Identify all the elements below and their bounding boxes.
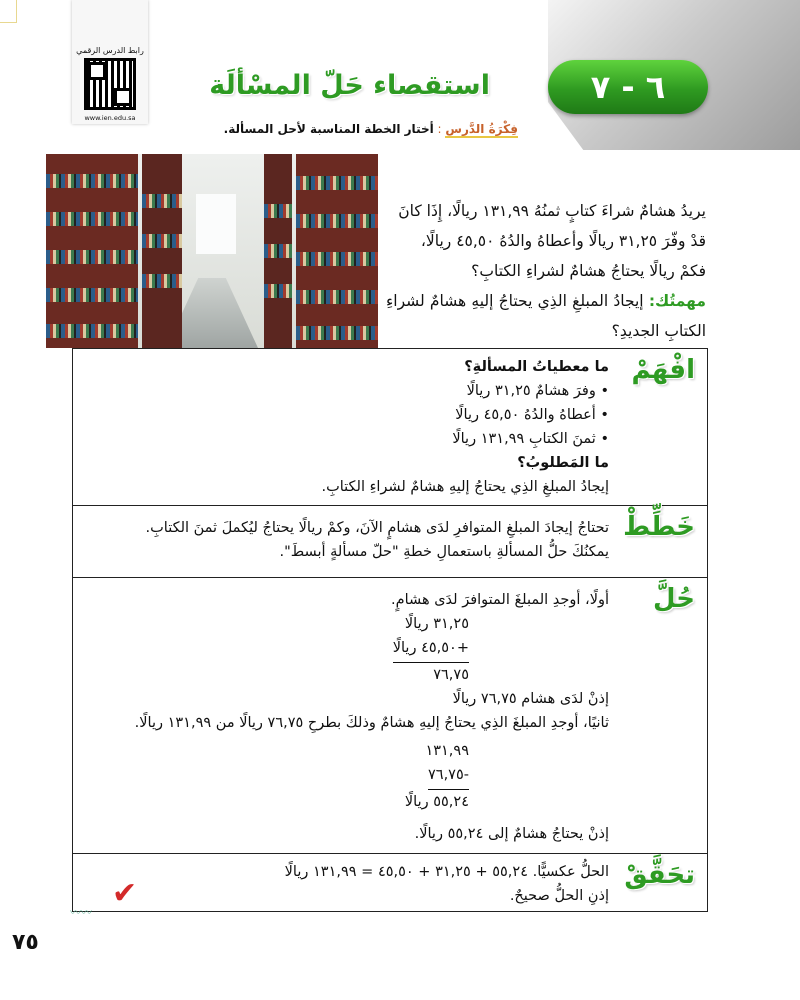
step-understand <box>73 349 707 506</box>
photo-window <box>196 194 236 254</box>
solve-content <box>85 588 609 846</box>
plan-content <box>85 516 609 564</box>
photo-left-shelf <box>46 154 138 348</box>
solve-conclusion: إذنْ يحتاجُ هشامٌ إلى ٥٥,٢٤ ريالًا. <box>414 826 609 842</box>
calc-operand: ٣١,٢٥ ريالًا <box>404 616 469 632</box>
lesson-idea-text: أختار الخطة المناسبة لأحل المسألة. <box>223 122 434 136</box>
lesson-number: ٦ - ٧ <box>590 68 666 106</box>
solve-first: أولًا، أوجدِ المبلغَ المتوافرَ لدَى هشامٍ. <box>391 592 609 608</box>
understand-content <box>85 355 609 499</box>
qr-code-icon[interactable] <box>84 58 136 110</box>
margin-crop-mark <box>0 0 17 23</box>
task-statement <box>386 286 706 346</box>
task-text: إيجادُ المبلغِ الذِي يحتاجُ إليهِ هشامٌ لشراءِ الكتابِ الجديدِ؟ <box>386 292 706 340</box>
lesson-idea-label: فِكْرَةُ الدَّرس <box>445 122 518 136</box>
calc-operand: -٧٦,٧٥ <box>428 763 469 790</box>
step-solve <box>73 578 707 854</box>
step-label-solve: حُلَّ <box>653 584 695 614</box>
qr-caption: رابط الدرس الرقمي <box>76 46 144 55</box>
step-label-understand: افْهَمْ <box>631 355 695 385</box>
plan-line: تحتاجُ إيجادَ المبلغِ المتوافرِ لدَى هشامٍ الآنَ، وكمْ ريالًا يحتاجُ ليُكملَ ثمنَ الكتابِ. <box>145 520 609 536</box>
addition-calc <box>85 612 469 687</box>
subtraction-calc <box>85 739 469 814</box>
step-plan <box>73 506 707 578</box>
checkmark-icon: ✔ <box>112 876 138 911</box>
calc-operand: +٤٥,٥٠ ريالًا <box>393 636 469 663</box>
given-item: • ثمنَ الكتابِ ١٣١,٩٩ ريالًا <box>452 431 609 447</box>
qr-url[interactable]: www.ien.edu.sa <box>84 114 136 122</box>
check-content <box>85 860 609 908</box>
calc-operand: ١٣١,٩٩ <box>425 743 469 759</box>
step-check <box>73 854 707 913</box>
problem-line: فكمْ ريالًا يحتاجُ هشامٌ لشراءِ الكتابِ؟ <box>471 262 706 280</box>
given-question: ما معطياتُ المسألةِ؟ <box>464 359 609 375</box>
page-number: ٧٥ <box>12 930 39 955</box>
problem-line: قدْ وفّرَ ٣١,٢٥ ريالًا وأعطاهُ والدُهُ ٤٥,٥٠ ريالًا، <box>420 232 706 250</box>
photo-right-inner-shelf <box>264 154 292 348</box>
check-line: إذنِ الحلُّ صحيحٌ. <box>509 888 609 904</box>
problem-intro <box>386 196 706 346</box>
solve-conclusion: إذنْ لدَى هشام ٧٦,٧٥ ريالًا <box>452 691 609 707</box>
task-label: مهمتُك: <box>648 292 706 310</box>
plan-line: يمكنُكَ حلُّ المسألةِ باستعمالِ خطةِ "حلّ مسألةٍ أبسطَ". <box>279 544 609 560</box>
problem-line: يريدُ هشامٌ شراءَ كتابٍ ثمنُهُ ١٣١,٩٩ ريالًا، إِذَا كانَ <box>398 202 706 220</box>
given-item: • أعطاهُ والدُهُ ٤٥,٥٠ ريالًا <box>455 407 609 423</box>
step-label-plan: خَطِّطْ <box>623 512 695 542</box>
solve-second: ثانيًا، أوجدِ المبلغَ الذِي يحتاجُ إليهِ هشامٌ وذلكَ بطرحِ ٧٦,٧٥ ريالًا من ١٣١,٩٩ ريالًا. <box>134 715 609 731</box>
lesson-number-badge <box>548 60 708 114</box>
given-item: • وفرَ هشامٌ ٣١,٢٥ ريالًا <box>466 383 609 399</box>
page-title: استقصاء حَلّ المسْألَة <box>209 70 490 101</box>
required-question: ما المَطلوبُ؟ <box>517 455 609 471</box>
lesson-idea: فِكْرَةُ الدَّرس : أختار الخطة المناسبة لأحل المسألة. <box>223 122 518 136</box>
ministry-watermark-icon: 〰〰 <box>70 906 92 919</box>
qr-panel[interactable] <box>72 0 148 124</box>
photo-left-inner-shelf <box>142 154 182 348</box>
library-photo <box>46 154 378 348</box>
calc-result: ٥٥,٢٤ ريالًا <box>404 794 469 810</box>
photo-right-shelf <box>296 154 378 348</box>
step-label-check: تحَقَّقْ <box>624 860 695 890</box>
steps-table <box>72 348 708 912</box>
required-text: إيجادُ المبلغِ الذِي يحتاجُ إليهِ هشامٌ لشراءِ الكتابِ. <box>321 479 609 495</box>
check-line: الحلُّ عكسيًّا. ٥٥,٢٤ + ٣١,٢٥ + ٤٥,٥٠ = ١٣١,٩٩ ريالًا <box>284 864 609 880</box>
calc-result: ٧٦,٧٥ <box>433 667 469 683</box>
